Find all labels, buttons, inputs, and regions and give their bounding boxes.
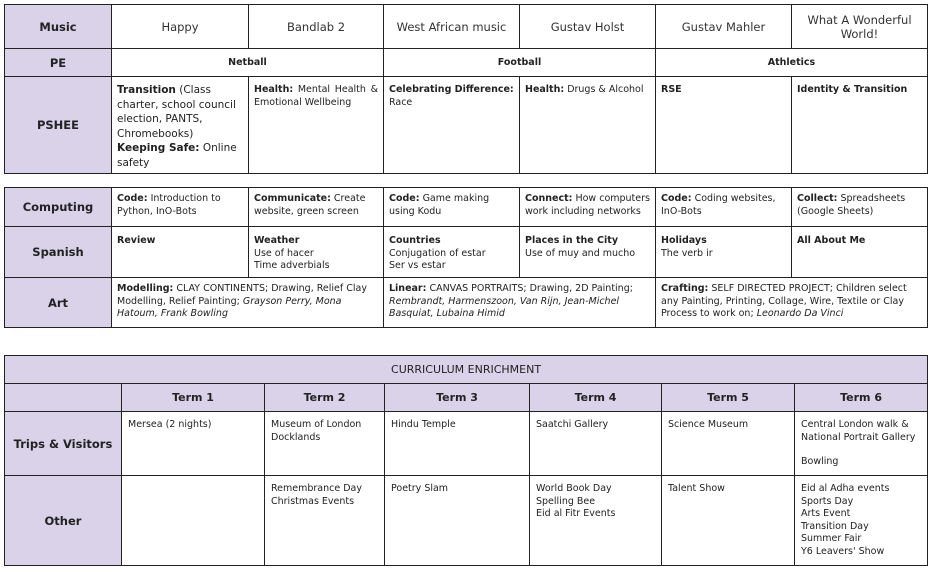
- pshee-text: Drugs & Alcohol: [564, 84, 644, 95]
- computing-heading: Code:: [661, 193, 692, 204]
- trips-cell: [795, 412, 928, 476]
- pshee-text: Mental Health & Emotional Wellbeing: [254, 84, 378, 108]
- computing-text: Game making using Kodu: [389, 193, 490, 217]
- spanish-heading: Holidays: [661, 235, 707, 246]
- other-item: Poetry Slam: [391, 483, 449, 494]
- curriculum-table-2: [4, 187, 928, 328]
- pshee-heading: Celebrating Difference:: [389, 84, 514, 95]
- music-cell: What A Wonderful World!: [792, 5, 928, 49]
- pshee-cell: [520, 77, 656, 174]
- term-header-blank: [5, 384, 122, 412]
- spanish-line: Use of hacer: [254, 247, 314, 259]
- pshee-heading: RSE: [661, 84, 682, 95]
- spanish-line: The verb ir: [661, 247, 713, 259]
- term-header: Term 5: [662, 384, 795, 412]
- computing-text: Introduction to Python, InO-Bots: [117, 193, 221, 217]
- art-cell: [656, 278, 928, 328]
- trips-cell: [662, 412, 795, 476]
- trips-item: Saatchi Gallery: [536, 419, 609, 430]
- pe-cell: Netball: [112, 49, 384, 77]
- row-label-spanish: Spanish: [5, 227, 112, 278]
- spanish-cell: [384, 227, 520, 278]
- art-artists: Rembrandt, Harmenszoon, Van Rijn, Jean-Michel Basquiat, Lubaina Himid: [389, 295, 620, 319]
- spanish-cell: [520, 227, 656, 278]
- computing-heading: Code:: [389, 193, 420, 204]
- other-cell: [265, 476, 385, 566]
- computing-heading: Collect:: [797, 193, 838, 204]
- computing-cell: [249, 188, 384, 227]
- computing-cell: [384, 188, 520, 227]
- computing-text: Spreadsheets (Google Sheets): [797, 193, 906, 217]
- pe-cell: Football: [384, 49, 656, 77]
- pshee-cell: [384, 77, 520, 174]
- spanish-line: Time adverbials: [254, 260, 330, 271]
- other-cell: [385, 476, 530, 566]
- computing-heading: Connect:: [525, 193, 573, 204]
- term-header: Term 4: [530, 384, 662, 412]
- curriculum-table-1: [4, 4, 928, 174]
- other-cell: [662, 476, 795, 566]
- trips-cell: [122, 412, 265, 476]
- art-cell: [112, 278, 384, 328]
- row-label-other: Other: [5, 476, 122, 566]
- other-item: Summer Fair: [801, 533, 862, 544]
- trips-item: Docklands: [271, 431, 321, 443]
- pshee-cell: [112, 77, 249, 174]
- spanish-heading: Countries: [389, 235, 441, 246]
- computing-cell: [112, 188, 249, 227]
- computing-cell: [792, 188, 928, 227]
- trips-cell: [385, 412, 530, 476]
- other-item: World Book Day: [536, 483, 612, 494]
- other-item: Y6 Leavers' Show: [801, 545, 885, 557]
- pshee-heading: Keeping Safe:: [117, 142, 200, 154]
- other-item: Transition Day: [801, 520, 869, 532]
- row-label-computing: Computing: [5, 188, 112, 227]
- art-text: CANVAS PORTRAITS; Drawing, 2D Painting;: [426, 283, 633, 294]
- spanish-cell: [249, 227, 384, 278]
- other-item: Sports Day: [801, 495, 854, 507]
- other-item: Eid al Fitr Events: [536, 508, 616, 519]
- spanish-line: Conjugation of estar: [389, 247, 486, 259]
- trips-item: Museum of London: [271, 419, 362, 430]
- music-cell: Bandlab 2: [249, 5, 384, 49]
- trips-item: Mersea (2 nights): [128, 419, 212, 430]
- computing-cell: [656, 188, 792, 227]
- pshee-heading: Identity & Transition: [797, 84, 908, 95]
- spanish-heading: Review: [117, 235, 156, 246]
- spanish-cell: [656, 227, 792, 278]
- music-cell: West African music: [384, 5, 520, 49]
- art-artists: Leonardo Da Vinci: [756, 308, 844, 319]
- computing-heading: Code:: [117, 193, 148, 204]
- art-cell: [384, 278, 656, 328]
- computing-cell: [520, 188, 656, 227]
- music-cell: Happy: [112, 5, 249, 49]
- other-item: Arts Event: [801, 508, 851, 519]
- curriculum-enrichment-table: [4, 355, 928, 566]
- row-label-trips: Trips & Visitors: [5, 412, 122, 476]
- art-heading: Modelling:: [117, 283, 174, 294]
- computing-text: How computers work including networks: [525, 193, 650, 217]
- term-header: Term 3: [385, 384, 530, 412]
- spanish-line: Ser vs estar: [389, 260, 446, 271]
- computing-heading: Communicate:: [254, 193, 331, 204]
- pshee-text: Race: [389, 96, 413, 108]
- other-item: Remembrance Day: [271, 483, 362, 494]
- pshee-heading: Health:: [525, 84, 565, 95]
- music-cell: Gustav Holst: [520, 5, 656, 49]
- row-label-pe: PE: [5, 49, 112, 77]
- trips-cell: [530, 412, 662, 476]
- pshee-text: (Class charter, school council election, PANTS, Chromebooks): [117, 84, 236, 140]
- spanish-cell: [112, 227, 249, 278]
- pshee-cell: [249, 77, 384, 174]
- trips-cell: [265, 412, 385, 476]
- computing-text: Create website, green screen: [254, 193, 366, 217]
- spanish-cell: [792, 227, 928, 278]
- music-cell: Gustav Mahler: [656, 5, 792, 49]
- trips-item: Hindu Temple: [391, 419, 456, 430]
- pe-cell: Athletics: [656, 49, 928, 77]
- art-heading: Crafting:: [661, 283, 709, 294]
- row-label-art: Art: [5, 278, 112, 328]
- pshee-cell: [656, 77, 792, 174]
- spanish-heading: Places in the City: [525, 235, 619, 246]
- row-label-music: Music: [5, 5, 112, 49]
- pshee-text: Online safety: [117, 142, 237, 169]
- pshee-heading: Transition: [117, 84, 176, 96]
- other-cell: [122, 476, 265, 566]
- trips-item: Science Museum: [668, 419, 749, 430]
- spanish-heading: All About Me: [797, 235, 866, 246]
- other-item: Talent Show: [668, 483, 725, 494]
- enrichment-title: CURRICULUM ENRICHMENT: [5, 356, 928, 384]
- pshee-cell: [792, 77, 928, 174]
- trips-item: Central London walk &: [801, 419, 909, 430]
- term-header: Term 6: [795, 384, 928, 412]
- art-text: CLAY CONTINENTS; Drawing, Relief Clay Modelling, Relief Painting;: [117, 283, 367, 307]
- other-item: Eid al Adha events: [801, 483, 890, 494]
- spanish-heading: Weather: [254, 235, 300, 246]
- term-header: Term 2: [265, 384, 385, 412]
- spanish-line: Use of muy and mucho: [525, 247, 636, 259]
- other-cell: [795, 476, 928, 566]
- art-artists: Grayson Perry, Mona Hatoum, Frank Bowling: [117, 295, 342, 319]
- art-heading: Linear:: [389, 283, 427, 294]
- trips-item: Bowling: [801, 456, 839, 467]
- art-text: SELF DIRECTED PROJECT; Children select any Painting, Printing, Collage, Wire, Textile or Clay Process to work on;: [661, 283, 907, 319]
- other-cell: [530, 476, 662, 566]
- pshee-heading: Health:: [254, 84, 294, 95]
- term-header: Term 1: [122, 384, 265, 412]
- computing-text: Coding websites, InO-Bots: [661, 193, 776, 217]
- row-label-pshee: PSHEE: [5, 77, 112, 174]
- trips-item: National Portrait Gallery: [801, 431, 916, 443]
- other-item: Christmas Events: [271, 495, 355, 507]
- other-item: Spelling Bee: [536, 495, 596, 507]
